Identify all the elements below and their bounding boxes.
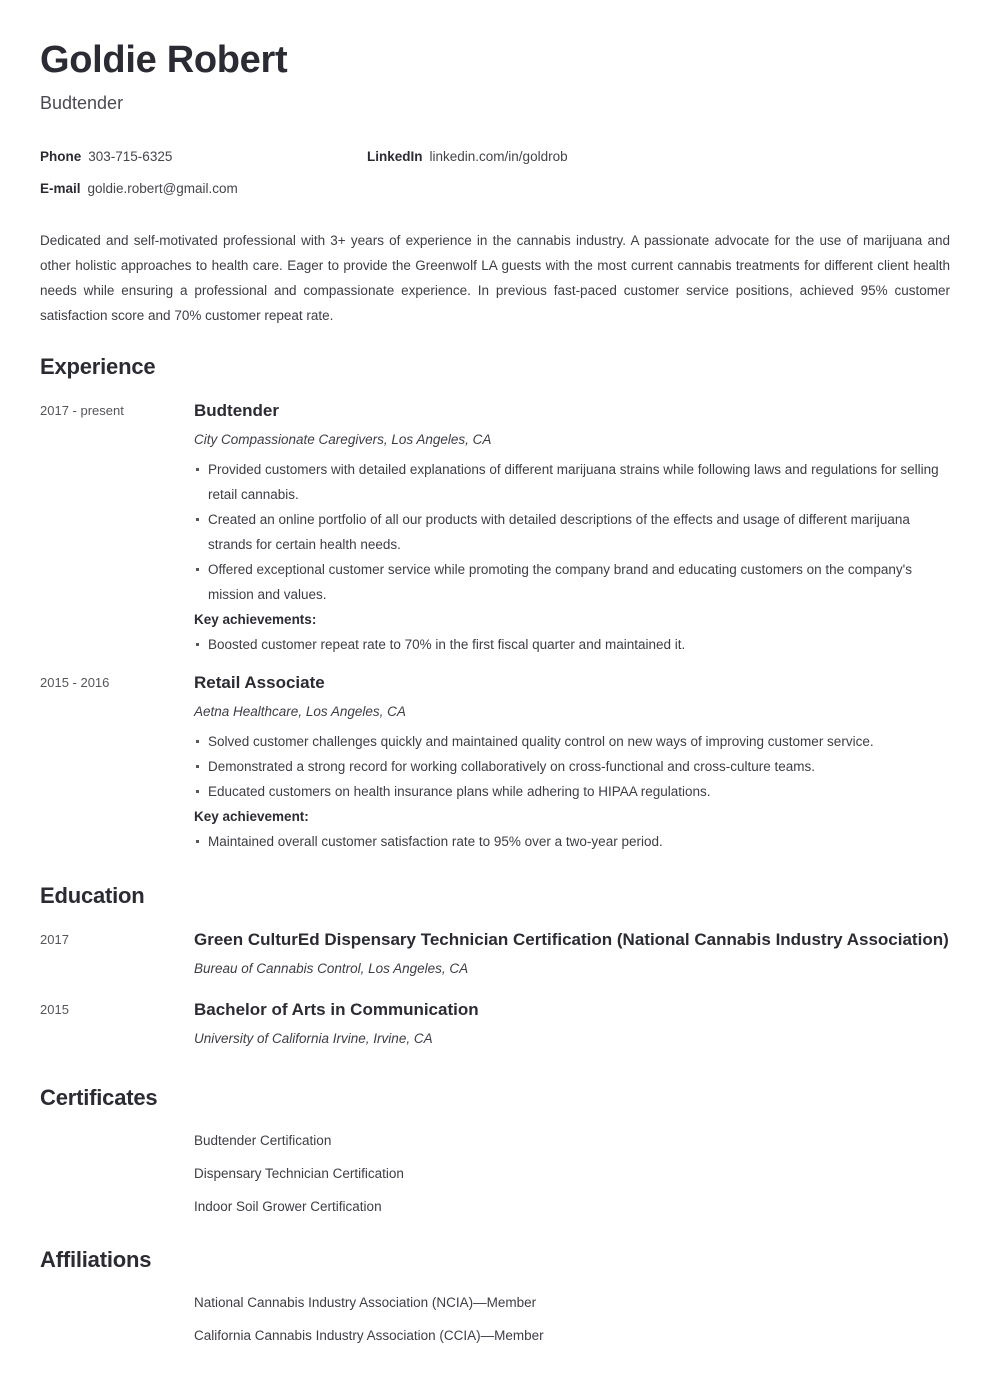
education-entry bbox=[40, 924, 950, 986]
education-entry-degree: Green CulturEd Dispensary Technician Certification (National Cannabis Industry Association) bbox=[194, 930, 949, 949]
experience-achievements-label: Key achievements: bbox=[194, 612, 317, 627]
education-entry-body bbox=[194, 994, 950, 1056]
contact-phone-value[interactable]: 303-715-6325 bbox=[88, 149, 173, 164]
list-item: National Cannabis Industry Association (NCIA)—Member bbox=[194, 1295, 537, 1310]
affiliations-entry bbox=[40, 1294, 950, 1345]
contact-linkedin-label: LinkedIn bbox=[367, 149, 423, 164]
contact-email-value[interactable]: goldie.robert@gmail.com bbox=[87, 181, 238, 196]
experience-entry-achievements bbox=[194, 829, 950, 854]
contact-email bbox=[40, 180, 367, 198]
section-experience bbox=[40, 353, 950, 854]
experience-entry-org: Aetna Healthcare, Los Angeles, CA bbox=[194, 704, 406, 719]
experience-entry-body bbox=[194, 667, 950, 854]
list-item: Demonstrated a strong record for working collaboratively on cross-functional and cross-culture teams. bbox=[194, 754, 950, 779]
professional-summary: Dedicated and self-motivated professional with 3+ years of experience in the cannabis industry. A passionate advocate for the use of marijuana and other holistic approaches to health care. Eager to provide the Greenwolf LA guests with the most current cannabis treatments for different client health needs while ensuring a professional and compassionate experience. In previous fast-paced customer service positions, achieved 95% customer satisfaction score and 70% customer repeat rate. bbox=[40, 233, 950, 323]
section-title-education: Education bbox=[40, 883, 145, 908]
experience-entry-org: City Compassionate Caregivers, Los Angeles, CA bbox=[194, 432, 492, 447]
contact-linkedin-value[interactable]: linkedin.com/in/goldrob bbox=[429, 149, 568, 164]
contact-block bbox=[40, 148, 950, 198]
section-affiliations bbox=[40, 1246, 950, 1345]
section-education bbox=[40, 882, 950, 1056]
experience-entry-date: 2017 - present bbox=[40, 403, 124, 418]
education-entry-school: Bureau of Cannabis Control, Los Angeles, CA bbox=[194, 961, 469, 976]
contact-email-label: E-mail bbox=[40, 181, 81, 196]
contact-phone bbox=[40, 148, 367, 166]
list-item: Indoor Soil Grower Certification bbox=[194, 1199, 382, 1214]
list-item: Budtender Certification bbox=[194, 1133, 332, 1148]
candidate-job-title: Budtender bbox=[40, 93, 124, 113]
experience-achievements-label: Key achievement: bbox=[194, 809, 309, 824]
list-item: Created an online portfolio of all our products with detailed descriptions of the effects and usage of different marijuana strands for certain health needs. bbox=[194, 507, 950, 557]
contact-phone-label: Phone bbox=[40, 149, 82, 164]
resume-header bbox=[40, 38, 950, 328]
list-item: Boosted customer repeat rate to 70% in the first fiscal quarter and maintained it. bbox=[194, 632, 950, 657]
list-item: California Cannabis Industry Association (CCIA)—Member bbox=[194, 1328, 544, 1343]
experience-entry-role: Retail Associate bbox=[194, 673, 325, 692]
section-title-certificates: Certificates bbox=[40, 1085, 158, 1110]
section-title-affiliations: Affiliations bbox=[40, 1247, 152, 1272]
education-entry-degree: Bachelor of Arts in Communication bbox=[194, 1000, 479, 1019]
contact-row bbox=[40, 180, 950, 198]
list-item: Maintained overall customer satisfaction rate to 95% over a two-year period. bbox=[194, 829, 950, 854]
experience-entry-body bbox=[194, 395, 950, 657]
experience-entry-achievements bbox=[194, 632, 950, 657]
experience-entry bbox=[40, 667, 950, 854]
experience-entry-bullets bbox=[194, 729, 950, 804]
list-item: Dispensary Technician Certification bbox=[194, 1166, 404, 1181]
contact-row bbox=[40, 148, 950, 166]
list-item: Educated customers on health insurance plans while adhering to HIPAA regulations. bbox=[194, 779, 950, 804]
section-title-experience: Experience bbox=[40, 354, 156, 379]
education-entry-date: 2015 bbox=[40, 1002, 69, 1017]
experience-entry-role: Budtender bbox=[194, 401, 279, 420]
affiliations-list bbox=[194, 1294, 950, 1345]
section-certificates bbox=[40, 1084, 950, 1216]
certificates-list bbox=[194, 1132, 950, 1216]
experience-entry bbox=[40, 395, 950, 657]
education-entry bbox=[40, 994, 950, 1056]
list-item: Solved customer challenges quickly and maintained quality control on new ways of improving customer service. bbox=[194, 729, 950, 754]
list-item: Provided customers with detailed explanations of different marijuana strains while following laws and regulations for selling retail cannabis. bbox=[194, 457, 950, 507]
education-entry-body bbox=[194, 924, 950, 986]
candidate-name: Goldie Robert bbox=[40, 39, 288, 81]
experience-entry-date: 2015 - 2016 bbox=[40, 675, 110, 690]
education-entry-school: University of California Irvine, Irvine, CA bbox=[194, 1031, 433, 1046]
certificates-entry bbox=[40, 1132, 950, 1216]
list-item: Offered exceptional customer service while promoting the company brand and educating customers on the company's mission and values. bbox=[194, 557, 950, 607]
contact-linkedin bbox=[367, 148, 568, 166]
experience-entry-bullets bbox=[194, 457, 950, 607]
education-entry-date: 2017 bbox=[40, 932, 69, 947]
